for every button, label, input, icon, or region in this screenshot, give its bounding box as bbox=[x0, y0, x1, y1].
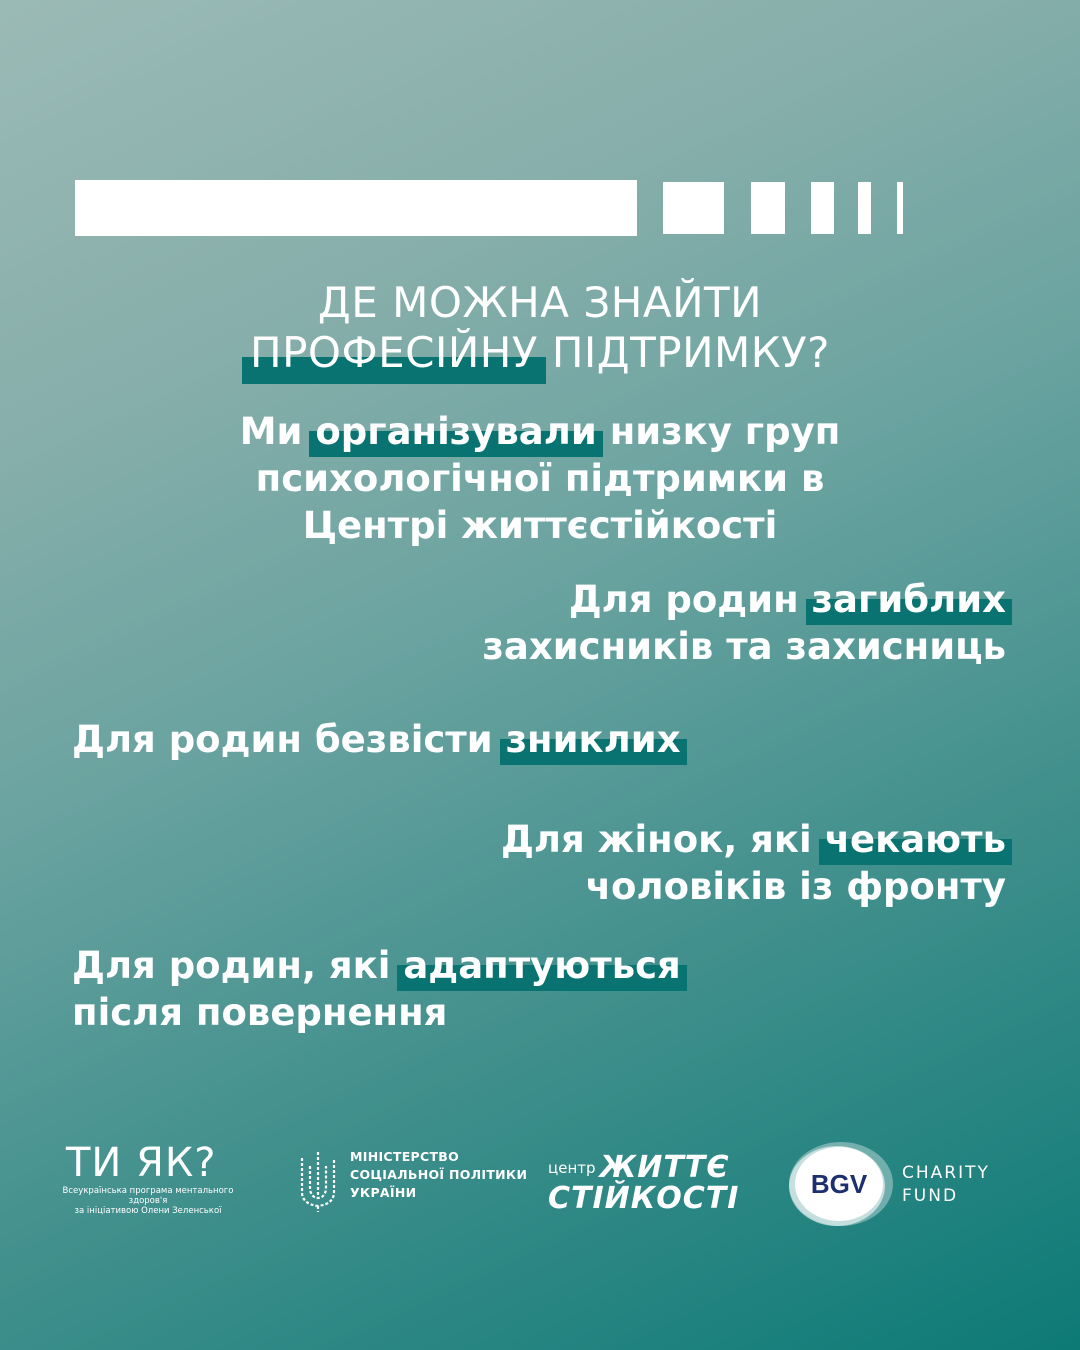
group-highlight: чекають bbox=[824, 818, 1006, 861]
intro-highlight: організували bbox=[315, 410, 597, 453]
group-item: Для родин, які адаптуються після повернення bbox=[72, 944, 681, 1034]
bgv-charity-line-2: FUND bbox=[902, 1186, 959, 1206]
decorative-bars bbox=[0, 180, 1080, 236]
tiyak-mark: ТИ ЯК? bbox=[66, 1140, 217, 1186]
bar-small bbox=[811, 182, 834, 234]
group-item: Для родин загиблих захисників та захисниць bbox=[482, 578, 1006, 668]
centr-word-2: СТІЙКОСТІ bbox=[548, 1181, 740, 1216]
intro-text bbox=[0, 408, 1080, 549]
group-highlight: адаптуються bbox=[403, 944, 681, 987]
bgv-charity-line-1: CHARITY bbox=[902, 1163, 990, 1183]
centr-small-label: центр bbox=[548, 1158, 596, 1177]
partner-logos bbox=[0, 1130, 1080, 1240]
bar-thin bbox=[858, 182, 871, 234]
bar-long bbox=[75, 180, 637, 236]
title-line-2: ПРОФЕСІЙНУ ПІДТРИМКУ? bbox=[250, 328, 830, 377]
resilience-center-logo bbox=[548, 1150, 748, 1216]
group-item: Для родин безвісти зниклих bbox=[72, 718, 681, 761]
bar-medium bbox=[751, 182, 785, 234]
bgv-charity-text bbox=[902, 1162, 990, 1208]
trident-icon bbox=[298, 1148, 338, 1214]
tiyak-subtitle-1: Всеукраїнська програма ментального здоров'я bbox=[62, 1186, 234, 1206]
centr-word-1: ЖИТТЄ bbox=[599, 1150, 730, 1185]
title-line-1: ДЕ МОЖНА ЗНАЙТИ bbox=[317, 278, 763, 327]
ministry-line-2: СОЦІАЛЬНОЇ ПОЛІТИКИ bbox=[350, 1167, 528, 1182]
group-highlight: зниклих bbox=[505, 718, 681, 761]
intro-line-3: Центрі життєстійкості bbox=[302, 504, 778, 547]
ministry-line-1: МІНІСТЕРСТВО bbox=[350, 1149, 460, 1164]
bgv-logo bbox=[785, 1138, 895, 1230]
group-highlight: загиблих bbox=[811, 578, 1006, 621]
group-item: Для жінок, які чекають чоловіків із фронту bbox=[500, 818, 1006, 908]
tiyak-logo bbox=[48, 1140, 248, 1216]
ministry-line-3: УКРАЇНИ bbox=[350, 1185, 417, 1200]
intro-line-1: Ми організували низку груп bbox=[239, 410, 841, 453]
title-highlight: ПРОФЕСІЙНУ bbox=[250, 328, 538, 377]
bgv-mark: BGV bbox=[810, 1169, 868, 1199]
bar-thinnest bbox=[897, 182, 903, 234]
page-title bbox=[0, 278, 1080, 378]
intro-line-2: психологічної підтримки в bbox=[255, 457, 825, 500]
tiyak-subtitle-2: за ініціативою Олени Зеленської bbox=[74, 1206, 222, 1216]
ministry-logo bbox=[298, 1148, 527, 1214]
bar-square bbox=[663, 182, 724, 234]
